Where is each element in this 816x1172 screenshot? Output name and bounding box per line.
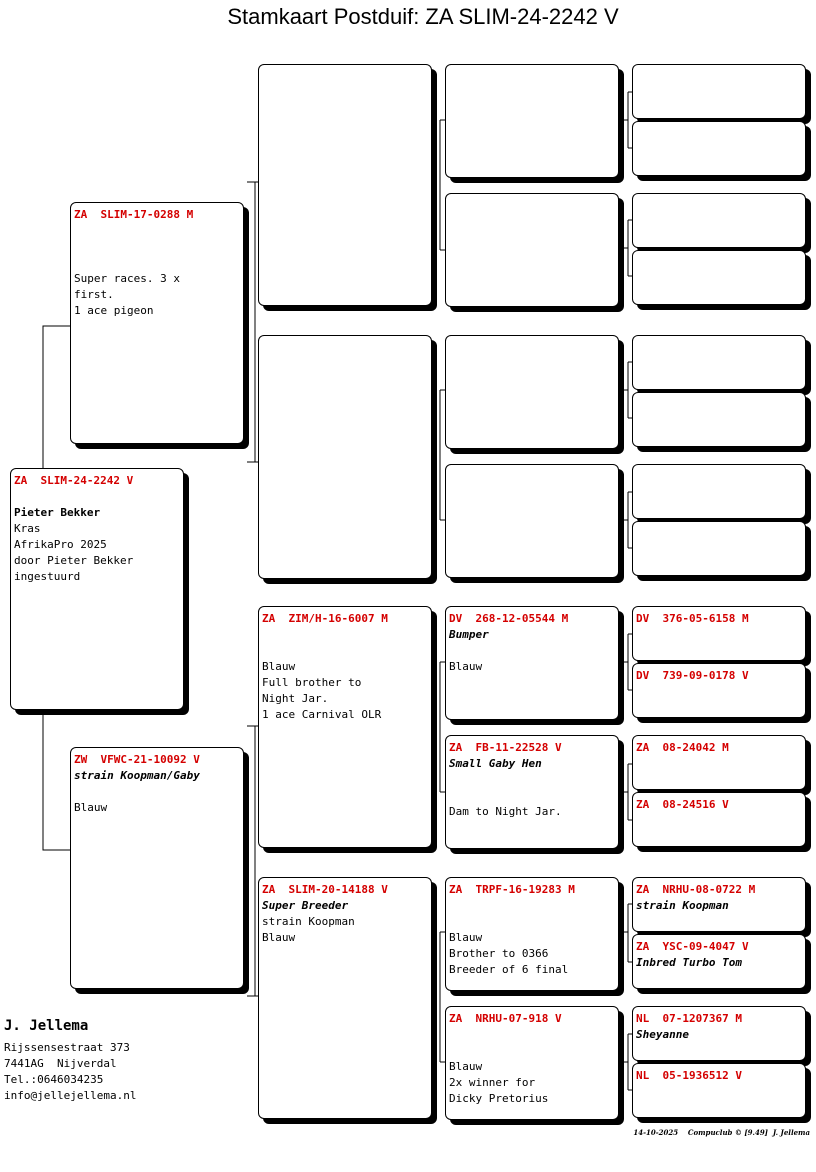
owner-name: J. Jellema bbox=[4, 1018, 89, 1034]
owner-line: info@jellejellema.nl bbox=[4, 1089, 137, 1102]
pigeon-card-gen4-7[interactable] bbox=[445, 877, 619, 991]
pigeon-info-line: AfrikaPro 2025 bbox=[14, 538, 107, 551]
pigeon-info-line: strain Koopman bbox=[636, 899, 729, 912]
ring-number: ZA NRHU-08-0722 M bbox=[636, 883, 756, 896]
pigeon-info-line: Blauw bbox=[74, 801, 108, 814]
pigeon-info-line: Dicky Pretorius bbox=[449, 1092, 549, 1105]
pigeon-info-line bbox=[74, 255, 240, 271]
ring-number: ZA YSC-09-4047 V bbox=[636, 940, 749, 953]
pigeon-info-line: strain Koopman/Gaby bbox=[74, 769, 200, 782]
ring-number: ZA SLIM-24-2242 V bbox=[14, 474, 134, 487]
pigeon-info-line: first. bbox=[74, 288, 114, 301]
pigeon-info-line bbox=[262, 627, 428, 643]
pigeon-info-line: door Pieter Bekker bbox=[14, 554, 134, 567]
pigeon-card-gen5-4[interactable] bbox=[632, 250, 806, 305]
pigeon-info-line bbox=[449, 1027, 615, 1043]
pigeon-info-line: Pieter Bekker bbox=[14, 506, 101, 519]
pigeon-card-gen4-2[interactable] bbox=[445, 193, 619, 307]
pigeon-card-gen5-5[interactable] bbox=[632, 335, 806, 390]
pigeon-card-dam[interactable] bbox=[70, 747, 244, 989]
pigeon-info-line: 2x winner for bbox=[449, 1076, 536, 1089]
pigeon-card-dam-sire[interactable] bbox=[258, 606, 432, 848]
pigeon-card-gen5-9[interactable] bbox=[632, 606, 806, 661]
owner-info bbox=[4, 1018, 136, 1104]
footer-stamp: 14-10-2025 Compuclub © [9.49] J. Jellema bbox=[633, 1128, 810, 1137]
pigeon-card-gen5-1[interactable] bbox=[632, 64, 806, 119]
pigeon-card-gen5-7[interactable] bbox=[632, 464, 806, 519]
ring-number: ZA SLIM-17-0288 M bbox=[74, 208, 194, 221]
ring-number: DV 376-05-6158 M bbox=[636, 612, 749, 625]
pigeon-info-line bbox=[449, 788, 615, 804]
pigeon-card-sire-sire[interactable] bbox=[258, 64, 432, 306]
ring-number: DV 268-12-05544 M bbox=[449, 612, 569, 625]
pigeon-info-line: Super Breeder bbox=[262, 899, 349, 912]
pigeon-info-line: Dam to Night Jar. bbox=[449, 805, 562, 818]
ring-number: ZA FB-11-22528 V bbox=[449, 741, 562, 754]
pigeon-info-line bbox=[14, 489, 180, 505]
pigeon-info-line bbox=[74, 239, 240, 255]
ring-number: NL 05-1936512 V bbox=[636, 1069, 742, 1082]
pigeon-info-line: Blauw bbox=[262, 660, 296, 673]
pigeon-info-line bbox=[74, 223, 240, 239]
pigeon-card-gen5-16[interactable] bbox=[632, 1063, 806, 1118]
pigeon-info-line: Super races. 3 x bbox=[74, 272, 180, 285]
pigeon-card-dam-dam[interactable] bbox=[258, 877, 432, 1119]
pigeon-info-line bbox=[449, 1043, 615, 1059]
ring-number: ZA TRPF-16-19283 M bbox=[449, 883, 575, 896]
pigeon-card-gen4-6[interactable] bbox=[445, 735, 619, 849]
pigeon-info-line: Small Gaby Hen bbox=[449, 757, 542, 770]
pigeon-card-gen4-4[interactable] bbox=[445, 464, 619, 578]
pigeon-info-line: Blauw bbox=[449, 660, 483, 673]
pigeon-info-line: 1 ace pigeon bbox=[74, 304, 154, 317]
pigeon-info-line: Inbred Turbo Tom bbox=[636, 956, 742, 969]
pigeon-card-gen4-5[interactable] bbox=[445, 606, 619, 720]
pigeon-card-sire[interactable] bbox=[70, 202, 244, 444]
pigeon-info-line: Breeder of 6 final bbox=[449, 963, 569, 976]
ring-number: ZW VFWC-21-10092 V bbox=[74, 753, 200, 766]
pigeon-card-gen5-12[interactable] bbox=[632, 792, 806, 847]
pigeon-card-gen5-10[interactable] bbox=[632, 663, 806, 718]
ring-number: ZA 08-24042 M bbox=[636, 741, 729, 754]
pigeon-info-line: Bumper bbox=[449, 628, 489, 641]
pigeon-card-gen5-14[interactable] bbox=[632, 934, 806, 989]
pigeon-info-line bbox=[262, 643, 428, 659]
pigeon-info-line: Blauw bbox=[449, 1060, 483, 1073]
pigeon-card-gen5-6[interactable] bbox=[632, 392, 806, 447]
page-title: Stamkaart Postduif: ZA SLIM-24-2242 V bbox=[227, 4, 619, 29]
pigeon-card-gen4-1[interactable] bbox=[445, 64, 619, 178]
pigeon-card-gen5-2[interactable] bbox=[632, 121, 806, 176]
pigeon-info-line: Blauw bbox=[262, 931, 296, 944]
ring-number: ZA SLIM-20-14188 V bbox=[262, 883, 388, 896]
owner-line: 7441AG Nijverdal bbox=[4, 1057, 117, 1070]
ring-number: DV 739-09-0178 V bbox=[636, 669, 749, 682]
pigeon-info-line bbox=[449, 898, 615, 914]
ring-number: ZA 08-24516 V bbox=[636, 798, 729, 811]
pigeon-card-gen4-3[interactable] bbox=[445, 335, 619, 449]
ring-number: ZA ZIM/H-16-6007 M bbox=[262, 612, 388, 625]
pigeon-card-gen5-8[interactable] bbox=[632, 521, 806, 576]
pigeon-info-line: 1 ace Carnival OLR bbox=[262, 708, 382, 721]
pigeon-info-line: Night Jar. bbox=[262, 692, 329, 705]
pigeon-info-line: Blauw bbox=[449, 931, 483, 944]
pigeon-info-line bbox=[449, 772, 615, 788]
pigeon-info-line: ingestuurd bbox=[14, 570, 81, 583]
pigeon-info-line: Sheyanne bbox=[636, 1028, 689, 1041]
pigeon-info-line: strain Koopman bbox=[262, 915, 355, 928]
pigeon-card-gen5-3[interactable] bbox=[632, 193, 806, 248]
pigeon-info-line bbox=[449, 643, 615, 659]
owner-line: Rijssensestraat 373 bbox=[4, 1041, 130, 1054]
pigeon-card-gen4-8[interactable] bbox=[445, 1006, 619, 1120]
pigeon-info-line bbox=[74, 784, 240, 800]
pigeon-card-subject[interactable] bbox=[10, 468, 184, 710]
pigeon-info-line: Brother to 0366 bbox=[449, 947, 549, 960]
ring-number: ZA NRHU-07-918 V bbox=[449, 1012, 562, 1025]
pigeon-info-line: Kras bbox=[14, 522, 41, 535]
pigeon-card-sire-dam[interactable] bbox=[258, 335, 432, 579]
pigeon-card-gen5-13[interactable] bbox=[632, 877, 806, 932]
ring-number: NL 07-1207367 M bbox=[636, 1012, 742, 1025]
pigeon-card-gen5-15[interactable] bbox=[632, 1006, 806, 1061]
pigeon-info-line bbox=[449, 914, 615, 930]
owner-line: Tel.:0646034235 bbox=[4, 1073, 104, 1086]
pigeon-info-line: Full brother to bbox=[262, 676, 362, 689]
pigeon-card-gen5-11[interactable] bbox=[632, 735, 806, 790]
